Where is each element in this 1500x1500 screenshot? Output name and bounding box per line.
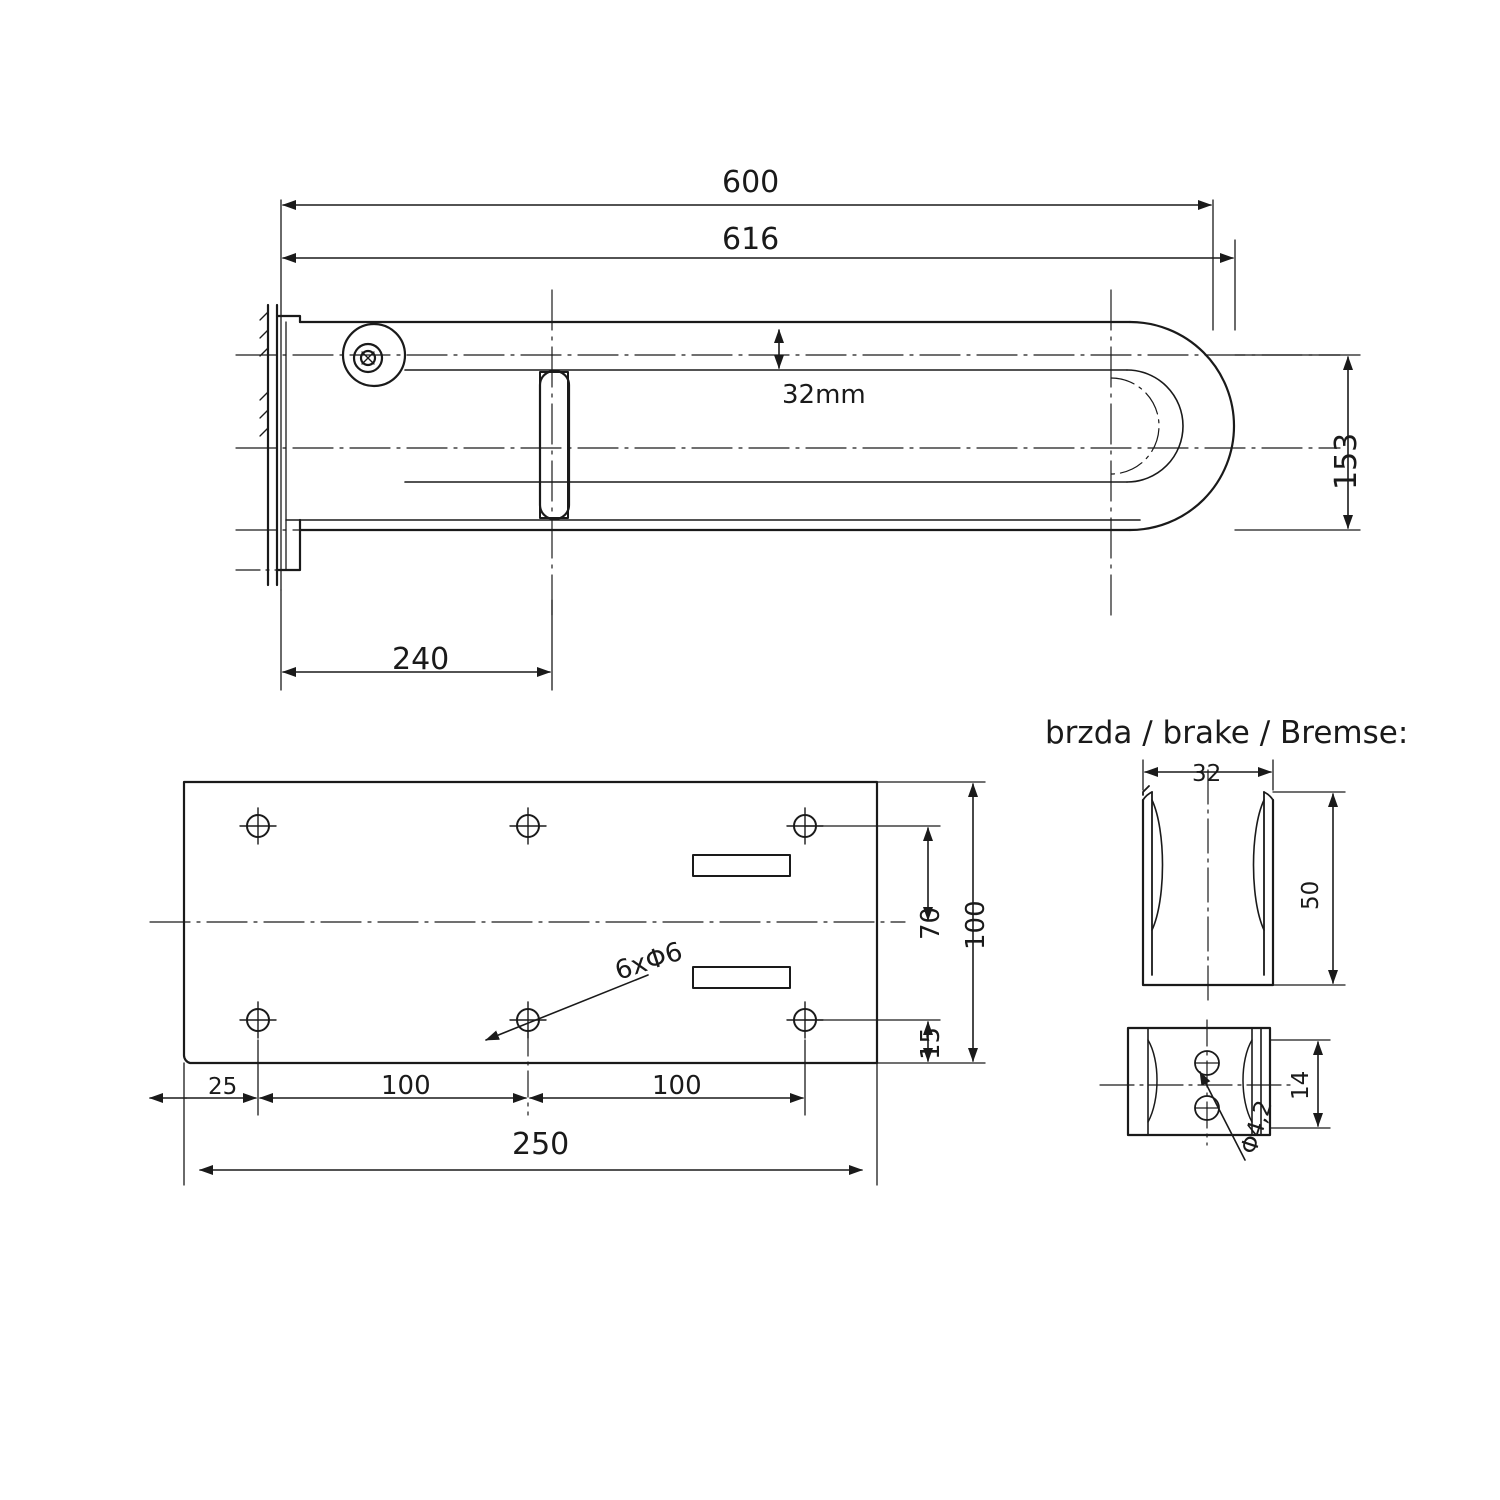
brake-title-label: brzda / brake / Bremse: <box>1045 715 1409 751</box>
dim-100-left-label: 100 <box>381 1071 431 1101</box>
dim-600-label: 600 <box>722 165 780 200</box>
dim-32mm-label: 32mm <box>782 380 866 410</box>
dim-brake-14-label: 14 <box>1288 1070 1314 1100</box>
dim-153-label: 153 <box>1329 432 1364 490</box>
holes-6x6-label: 6xΦ6 <box>611 936 687 987</box>
dim-brake-50-label: 50 <box>1298 880 1324 910</box>
dim-100-right-label: 100 <box>652 1071 702 1101</box>
dim-70-label: 70 <box>916 906 946 940</box>
dim-100-height-label: 100 <box>961 900 991 950</box>
dim-brake-hole-label: Φ4,2 <box>1236 1097 1278 1158</box>
dim-brake-32-label: 32 <box>1192 761 1222 787</box>
dim-616-label: 616 <box>722 222 780 257</box>
dim-250-label: 250 <box>512 1127 570 1162</box>
dim-25-label: 25 <box>208 1074 238 1100</box>
dim-15-label: 15 <box>916 1026 946 1060</box>
dim-240-label: 240 <box>392 642 450 677</box>
